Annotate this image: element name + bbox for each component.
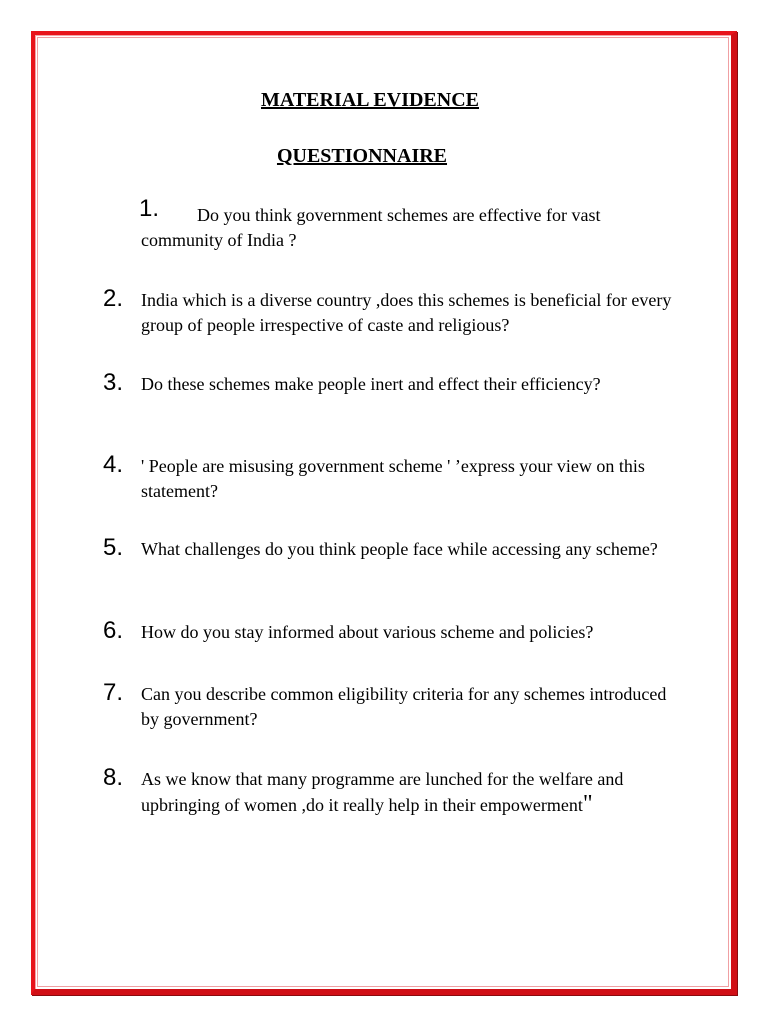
question-number: 4. xyxy=(103,451,124,478)
question-item-7 xyxy=(103,679,683,731)
document-title: MATERIAL EVIDENCE xyxy=(261,89,479,111)
question-text: What challenges do you think people face while accessing any scheme? xyxy=(141,539,658,559)
question-number: 7. xyxy=(103,679,124,706)
question-item-2 xyxy=(103,285,683,337)
question-text xyxy=(141,764,683,817)
question-text: Do you think government schemes are effective for vast community of India ? xyxy=(141,205,601,250)
document-subtitle: QUESTIONNAIRE xyxy=(276,145,448,167)
question-text: How do you stay informed about various scheme and policies? xyxy=(141,622,594,642)
question-text: Do these schemes make people inert and effect their efficiency? xyxy=(141,374,601,394)
question-number: 2. xyxy=(103,285,124,312)
question-number: 8. xyxy=(103,764,124,791)
question-number: 3. xyxy=(103,369,124,396)
question-item-4 xyxy=(103,451,683,503)
question-item-5 xyxy=(103,534,683,562)
question-number: 5. xyxy=(103,534,124,561)
question-text-body: As we know that many programme are lunched for the welfare and upbringing of women ,do it really help in their empowerment xyxy=(141,769,624,815)
question-text-tail: " xyxy=(582,790,593,817)
question-item-6 xyxy=(103,617,683,645)
question-item-1 xyxy=(103,195,683,252)
question-number: 6. xyxy=(103,617,124,644)
page-border-inner xyxy=(37,37,729,987)
question-text: ' People are misusing government scheme ' ’express your view on this statement? xyxy=(141,456,645,501)
question-number: 1. xyxy=(139,195,160,222)
question-item-8 xyxy=(103,764,683,817)
question-text: Can you describe common eligibility criteria for any schemes introduced by government? xyxy=(141,684,667,729)
question-text: India which is a diverse country ,does this schemes is beneficial for every group of people irrespective of caste and religious? xyxy=(141,290,672,335)
question-item-3 xyxy=(103,369,683,397)
